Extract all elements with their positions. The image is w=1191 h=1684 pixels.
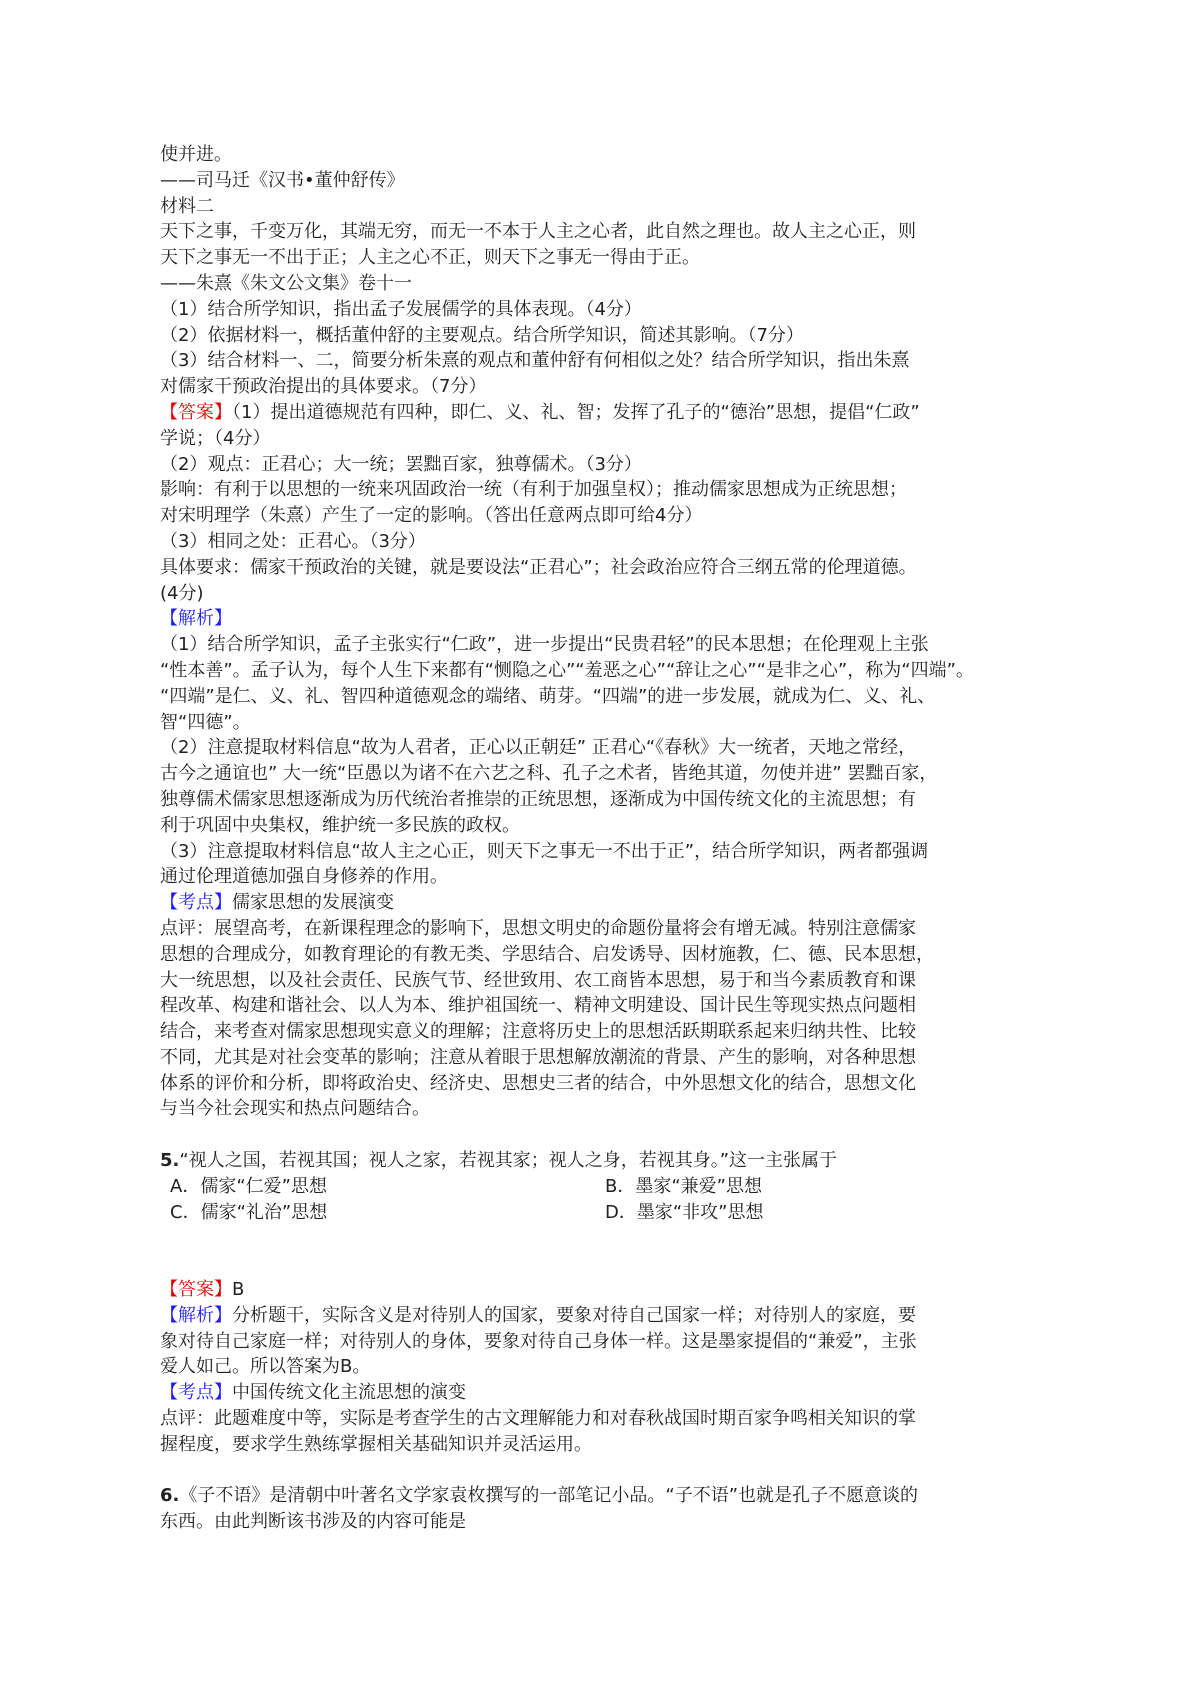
text-line — [160, 529, 1040, 555]
text-line — [160, 1380, 1040, 1406]
line-text: “视人之国，若视其国；视人之家，若视其家；视人之身，若视其身。”这一主张属于 — [179, 1150, 838, 1172]
line-text: 通过伦理道德加强自身修养的作用。 — [160, 866, 448, 888]
text-line — [160, 1096, 1040, 1122]
text-line — [160, 581, 1040, 607]
text-line — [160, 1019, 1040, 1045]
document-page — [160, 142, 1040, 1535]
text-line — [160, 452, 1040, 478]
text-line — [160, 1277, 1040, 1303]
text-line — [160, 787, 1040, 813]
line-text: 大一统思想，以及社会责任、民族气节、经世致用、农工商皆本思想，易于和当今素质教育和课 — [160, 969, 916, 991]
text-line — [160, 993, 1040, 1019]
question-line — [160, 1148, 1040, 1174]
line-text: (4分) — [160, 582, 204, 604]
line-text: 智“四德”。 — [160, 711, 251, 733]
text-line — [160, 916, 1040, 942]
text-line — [160, 1303, 1040, 1329]
line-text: （1）结合所学知识，指出孟子发展儒学的具体表现。（4分） — [160, 298, 642, 320]
text-line — [160, 374, 1040, 400]
text-line — [160, 1432, 1040, 1458]
text-line — [160, 1045, 1040, 1071]
line-text: 独尊儒术儒家思想逐渐成为历代统治者推崇的正统思想，逐渐成为中国传统文化的主流思想；有 — [160, 788, 916, 810]
answer-option: C．儒家“礼治”思想 — [170, 1201, 328, 1223]
line-text: “四端”是仁、义、礼、智四种道德观念的端绪、萌芽。“四端”的进一步发展，就成为仁、义、礼、 — [160, 685, 936, 707]
text-line — [160, 271, 1040, 297]
text-line — [160, 1509, 1040, 1535]
text-line — [160, 219, 1040, 245]
answer-option: B．墨家“兼爱”思想 — [605, 1175, 762, 1197]
line-text: 具体要求：儒家干预政治的关键，就是要设法“正君心”；社会政治应符合三纲五常的伦理道德。 — [160, 556, 917, 578]
text-line — [160, 735, 1040, 761]
text-line — [160, 1329, 1040, 1355]
line-text: 天下之事，千变万化，其端无穷，而无一不本于人主之心者，此自然之理也。故人主之心正，则 — [160, 221, 916, 243]
text-line — [160, 942, 1040, 968]
line-text: （3）结合材料一、二，简要分析朱熹的观点和董仲舒有何相似之处？结合所学知识，指出朱熹 — [160, 350, 910, 372]
text-line — [160, 194, 1040, 220]
line-text: （2）注意提取材料信息“故为人君者，正心以正朝廷” 正君心“《春秋》大一统者，天地之常经， — [160, 737, 917, 759]
line-text: 思想的合理成分，如教育理论的有教无类、学思结合、启发诱导、因材施教，仁、德、民本思想， — [160, 943, 934, 965]
text-line — [160, 632, 1040, 658]
line-text: 分析题干，实际含义是对待别人的国家，要象对待自己国家一样；对待别人的家庭，要 — [232, 1304, 916, 1326]
line-text: 不同，尤其是对社会变革的影响；注意从着眼于思想解放潮流的背景、产生的影响，对各种思想 — [160, 1046, 916, 1068]
section-label: 【解析】 — [160, 608, 232, 630]
answer-options-row — [160, 1174, 1040, 1200]
line-text: 《子不语》是清朝中叶著名文学家袁枚撰写的一部笔记小品。“子不语”也就是孔子不愿意谈的 — [179, 1485, 919, 1507]
line-text: 点评：此题难度中等，实际是考查学生的古文理解能力和对春秋战国时期百家争鸣相关知识的掌 — [160, 1408, 916, 1430]
question-number: 6. — [160, 1485, 180, 1507]
answer-option: D．墨家“非攻”思想 — [605, 1201, 764, 1223]
text-line — [160, 142, 1040, 168]
line-text: 材料二 — [160, 195, 214, 217]
line-text: 中国传统文化主流思想的演变 — [232, 1382, 466, 1404]
text-line — [160, 1354, 1040, 1380]
blank-line — [160, 1225, 1040, 1251]
line-text: （2）观点：正君心；大一统；罢黜百家，独尊儒术。（3分） — [160, 453, 642, 475]
text-line — [160, 503, 1040, 529]
text-line — [160, 684, 1040, 710]
line-text: 儒家思想的发展演变 — [232, 892, 394, 914]
text-line — [160, 864, 1040, 890]
line-text: 东西。由此判断该书涉及的内容可能是 — [160, 1511, 466, 1533]
line-text: 学说；（4分） — [160, 427, 271, 449]
line-text: ——司马迁《汉书•董仲舒传》 — [160, 169, 405, 191]
line-text: ——朱熹《朱文公文集》卷十一 — [160, 272, 412, 294]
text-line — [160, 297, 1040, 323]
line-text: 影响：有利于以思想的一统来巩固政治一统（有利于加强皇权）；推动儒家思想成为正统思想； — [160, 479, 907, 501]
line-text: 程改革、构建和谐社会、以人为本、维护祖国统一、精神文明建设、国计民生等现实热点问题相 — [160, 995, 916, 1017]
line-text: 对宋明理学（朱熹）产生了一定的影响。（答出任意两点即可给4分） — [160, 505, 703, 527]
answer-option: A．儒家“仁爱”思想 — [170, 1175, 327, 1197]
line-text: 象对待自己家庭一样；对待别人的身体，要象对待自己身体一样。这是墨家提倡的“兼爱”，主张 — [160, 1330, 917, 1352]
text-line — [160, 968, 1040, 994]
line-text: 结合，来考查对儒家思想现实意义的理解；注意将历史上的思想活跃期联系起来归纳共性、比较 — [160, 1021, 916, 1043]
text-line — [160, 323, 1040, 349]
line-text: （2）依据材料一，概括董仲舒的主要观点。结合所学知识，简述其影响。（7分） — [160, 324, 804, 346]
text-line — [160, 1071, 1040, 1097]
section-label: 【考点】 — [160, 1382, 232, 1404]
text-line — [160, 426, 1040, 452]
text-line — [160, 839, 1040, 865]
line-text: 点评：展望高考，在新课程理念的影响下，思想文明史的命题份量将会有增无减。特别注意儒家 — [160, 917, 916, 939]
line-text: 使并进。 — [160, 144, 232, 165]
line-text: （1）提出道德规范有四种，即仁、义、礼、智；发挥了孔子的“德治”思想，提倡“仁政” — [232, 401, 920, 423]
blank-line — [160, 1458, 1040, 1484]
text-line — [160, 245, 1040, 271]
section-label: 【解析】 — [160, 1304, 232, 1326]
line-text: 对儒家干预政治提出的具体要求。（7分） — [160, 376, 487, 398]
text-line — [160, 400, 1040, 426]
question-line — [160, 1483, 1040, 1509]
text-line — [160, 168, 1040, 194]
line-text: 天下之事无一不出于正；人主之心不正，则天下之事无一得由于正。 — [160, 247, 700, 269]
text-line — [160, 813, 1040, 839]
text-line — [160, 658, 1040, 684]
line-text: （3）相同之处：正君心。（3分） — [160, 530, 426, 552]
line-text: （3）注意提取材料信息“故人主之心正，则天下之事无一不出于正”，结合所学知识，两者都强调 — [160, 840, 929, 862]
text-line — [160, 348, 1040, 374]
blank-line — [160, 1122, 1040, 1148]
text-line — [160, 555, 1040, 581]
text-line — [160, 477, 1040, 503]
line-text: 爱人如己。所以答案为B。 — [160, 1356, 371, 1378]
text-line — [160, 890, 1040, 916]
section-label: 【答案】 — [160, 401, 232, 423]
line-text: （1）结合所学知识，孟子主张实行“仁政”，进一步提出“民贵君轻”的民本思想；在伦理观上主张 — [160, 634, 929, 656]
line-text: 体系的评价和分析，即将政治史、经济史、思想史三者的结合，中外思想文化的结合，思想文化 — [160, 1072, 916, 1094]
blank-line — [160, 1251, 1040, 1277]
line-text: B — [232, 1279, 245, 1301]
text-line — [160, 1406, 1040, 1432]
line-text: “性本善”。孟子认为，每个人生下来都有“恻隐之心”“羞恶之心”“辞让之心”“是非之心”，称为“四端”。 — [160, 659, 974, 681]
section-label: 【答案】 — [160, 1279, 232, 1301]
text-line — [160, 606, 1040, 632]
line-text: 古今之通谊也” 大一统“臣愚以为诸不在六艺之科、孔子之术者，皆绝其道，勿使并进” 罢黜百家， — [160, 763, 938, 785]
text-line — [160, 761, 1040, 787]
line-text: 利于巩固中央集权，维护统一多民族的政权。 — [160, 814, 520, 836]
line-text: 握程度，要求学生熟练掌握相关基础知识并灵活运用。 — [160, 1433, 592, 1455]
answer-options-row — [160, 1200, 1040, 1226]
question-number: 5. — [160, 1150, 180, 1172]
text-line — [160, 710, 1040, 736]
line-text: 与当今社会现实和热点问题结合。 — [160, 1098, 430, 1120]
section-label: 【考点】 — [160, 892, 232, 914]
